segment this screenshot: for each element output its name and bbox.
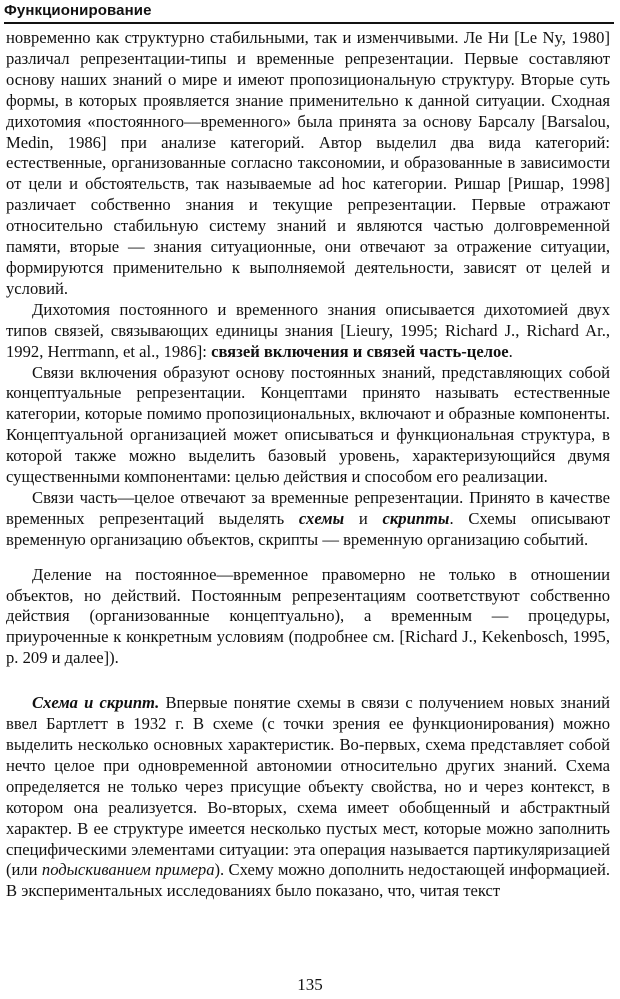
- paragraph-6-tail: ). Схему можно дополнить недостающей информацией. В экспериментальных исследованиях было показано, что, читая текст: [6, 860, 610, 901]
- paragraph-2-bold-term: связей включения и связей часть-целое: [211, 341, 509, 361]
- header-rule: [4, 22, 614, 24]
- paragraph-1-text: новременно как структурно стабильными, так и изменчивыми. Ле Ни [Le Ny, 1980] различал репрезентации-типы и временные репрезентации. Первые составляют основу наших знаний о мире и имеют пропозициональную структуру. Вторые суть формы, в которых проявляется знание применительно к данной ситуации. Сходная дихотомия «постоянного—временного» была принята за основу Барсалу [Barsalou, Medin, 1986] при анализе категорий. Автор выделил два вида категорий: естественные, организованные согласно таксономии, и образованные в зависимости от цели и обстоятельств, так называемые ad hoc категории. Ришар [Ришар, 1998] различает собственно знания и текущие репрезентации. Первые отражают относительно стабильную систему знаний и являются частью долговременной памяти, вторые — знания ситуационные, они отвечают за отражение ситуации, формируются применительно к выполняемой деятельности, зависят от целей и условий.: [6, 28, 610, 298]
- paragraph-4-conjunction: и: [344, 508, 383, 528]
- paragraph-4-term-scripts: скрипты: [382, 508, 450, 528]
- paragraph-6: [6, 693, 610, 902]
- paragraph-4-term-schemes: схемы: [298, 508, 345, 528]
- running-header: Функционирование: [4, 2, 152, 19]
- paragraph-2-tail: .: [508, 341, 513, 361]
- paragraph-2-text: Дихотомия постоянного и временного знания описывается дихотомией двух типов связей, связывающих единицы знания [Lieury, 1995; Richard J., Richard Ar., 1992, Herrmann, et al., 1986]:: [6, 299, 610, 361]
- paragraph-4: [6, 488, 610, 551]
- section-lead-heading: Схема и скрипт.: [32, 693, 160, 713]
- paragraph-4-tail: . Схемы описывают временную организацию объектов, скрипты — временную организацию событий.: [6, 508, 610, 549]
- paragraph-3-text: Связи включения образуют основу постоянных знаний, представляющих собой концептуальные репрезентации. Концептами принято называть естественные категории, которые помимо пропозициональных, включают и образные компоненты. Концептуальной организацией может описываться и функциональная структура, в которой также можно выделить базовый уровень, характеризующийся двумя существенными компонентами: целью действия и способом его реализации.: [6, 362, 610, 487]
- paragraph-6-text: Впервые понятие схемы в связи с получением новых знаний ввел Бартлетт в 1932 г. В схеме (с точки зрения ее функционирования) можно выделить несколько основных характеристик. Во-первых, схема представляет собой нечто целое при одновременной автономии относительно других знаний. Схема определяется не только через присущие объекту свойства, но и через контекст, в котором она реализуется. Во-вторых, схема имеет обобщенный и абстрактный характер. В ее структуре имеется несколько пустых мест, которые можно заполнить специфическими элементами ситуации: эта операция называется партикуляризацией (или: [6, 693, 610, 880]
- paragraph-2: [6, 300, 610, 363]
- paragraph-5: [6, 565, 610, 670]
- text-body: [6, 28, 610, 902]
- paragraph-5-text: Деление на постоянное—временное правомерно не только в отношении объектов, но действий. Постоянным репрезентациям соответствуют собственно действия (организованные концептуально), а временным — процедуры, приуроченные к конкретным условиям (подробнее см. [Richard J., Kekenbosch, 1995, p. 209 и далее]).: [6, 564, 610, 668]
- page-number: 135: [297, 975, 323, 994]
- paragraph-1: [6, 28, 610, 300]
- paragraph-3: [6, 363, 610, 488]
- paragraph-4-text: Связи часть—целое отвечают за временные репрезентации. Принято в качестве временных репрезентаций выделять: [6, 487, 610, 528]
- paragraph-6-italic-term: подыскиванием примера: [41, 860, 215, 880]
